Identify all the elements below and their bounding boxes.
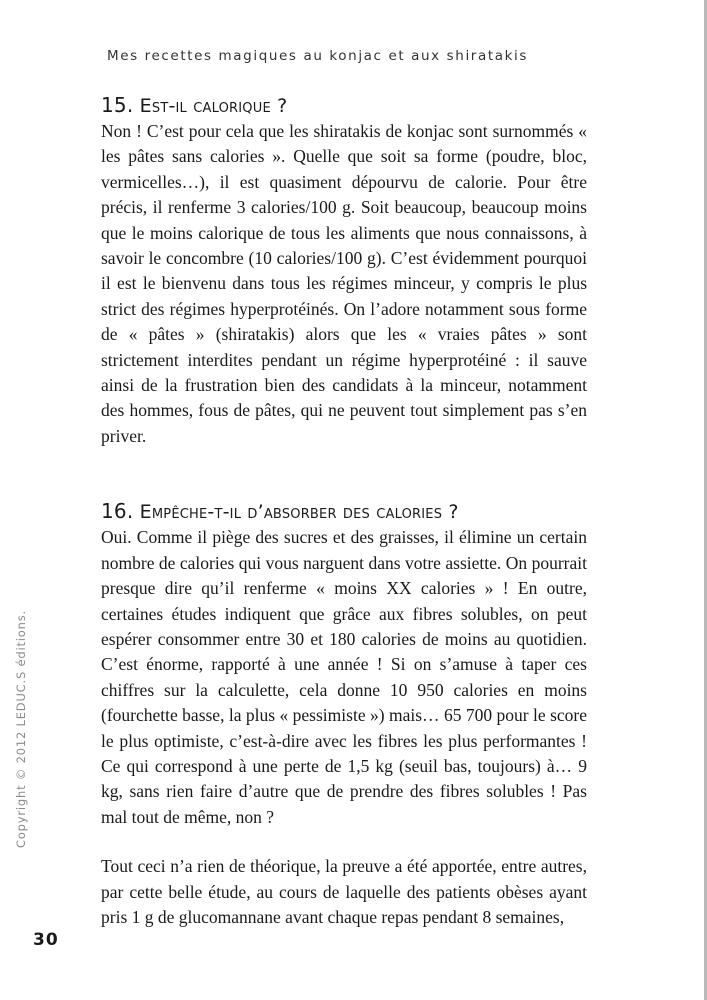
section-title: Est-il calorique ? (139, 95, 288, 117)
paragraph: Oui. Comme il piège des sucres et des graisses, il élimine un certain nombre de calories qui vous narguent dans votre assiette. On pourrait presque dire qu’il renferme « moins XX calories » ! En outre, certaines études indiquent que grâce aux fibres solubles, on peut espérer consommer entre 30 et 180 calories de moins au quotidien. C’est énorme, rapporté à une année ! Si on s’amuse à taper ces chiffres sur la calculette, cela donne 10 950 calories en moins (fourchette basse, la plus « pessimiste ») mais… 65 700 pour le score le plus optimiste, c’est-à-dire avec les fibres les plus performantes ! Ce qui correspond à une perte de 1,5 kg (seuil bas, toujours) à… 9 kg, sans rien faire d’autre que de prendre des fibres solubles ! Pas mal tout de même, non ? (101, 527, 587, 827)
section-heading-15 (101, 92, 587, 119)
running-header: Mes recettes magiques au konjac et aux shiratakis (106, 48, 528, 64)
section-heading-16 (101, 498, 587, 525)
copyright-notice: Copyright © 2012 LEDUC.S éditions. (14, 610, 28, 848)
paragraph: Non ! C’est pour cela que les shiratakis de konjac sont surnommés « les pâtes sans calories ». Quelle que soit sa forme (poudre, bloc, vermicelles…), il est quasiment dépourvu de calorie. Pour être précis, il renferme 3 calories/100 g. Soit beaucoup, beaucoup moins que le moins calorique de tous les aliments que nous connaissons, à savoir le concombre (10 calories/100 g). C’est évidemment pourquoi il est le bienvenu dans tous les régimes minceur, y compris le plus strict des régimes hyperprotéinés. On l’adore notamment sous forme de « pâtes » (shiratakis) alors que les « vraies pâtes » sont strictement interdites pendant un régime hyperprotéiné : il sauve ainsi de la frustration bien des candidats à la minceur, notamment des hommes, fous de pâtes, qui ne peuvent tout simplement pas s’en priver. (101, 121, 587, 446)
section-number: 16. (101, 499, 134, 524)
page-body (101, 92, 587, 930)
paragraph: Tout ceci n’a rien de théorique, la preuve a été apportée, entre autres, par cette belle étude, au cours de laquelle des patients obèses ayant pris 1 g de glucomannane avant chaque repas pendant 8 semaines, (101, 856, 587, 927)
section-spacer (101, 449, 587, 498)
section-title: Empêche-t-il d’absorber des calories ? (139, 501, 459, 524)
page-number: 30 (33, 930, 59, 950)
section-number: 15. (101, 93, 134, 117)
paragraph-spacer (101, 830, 587, 854)
